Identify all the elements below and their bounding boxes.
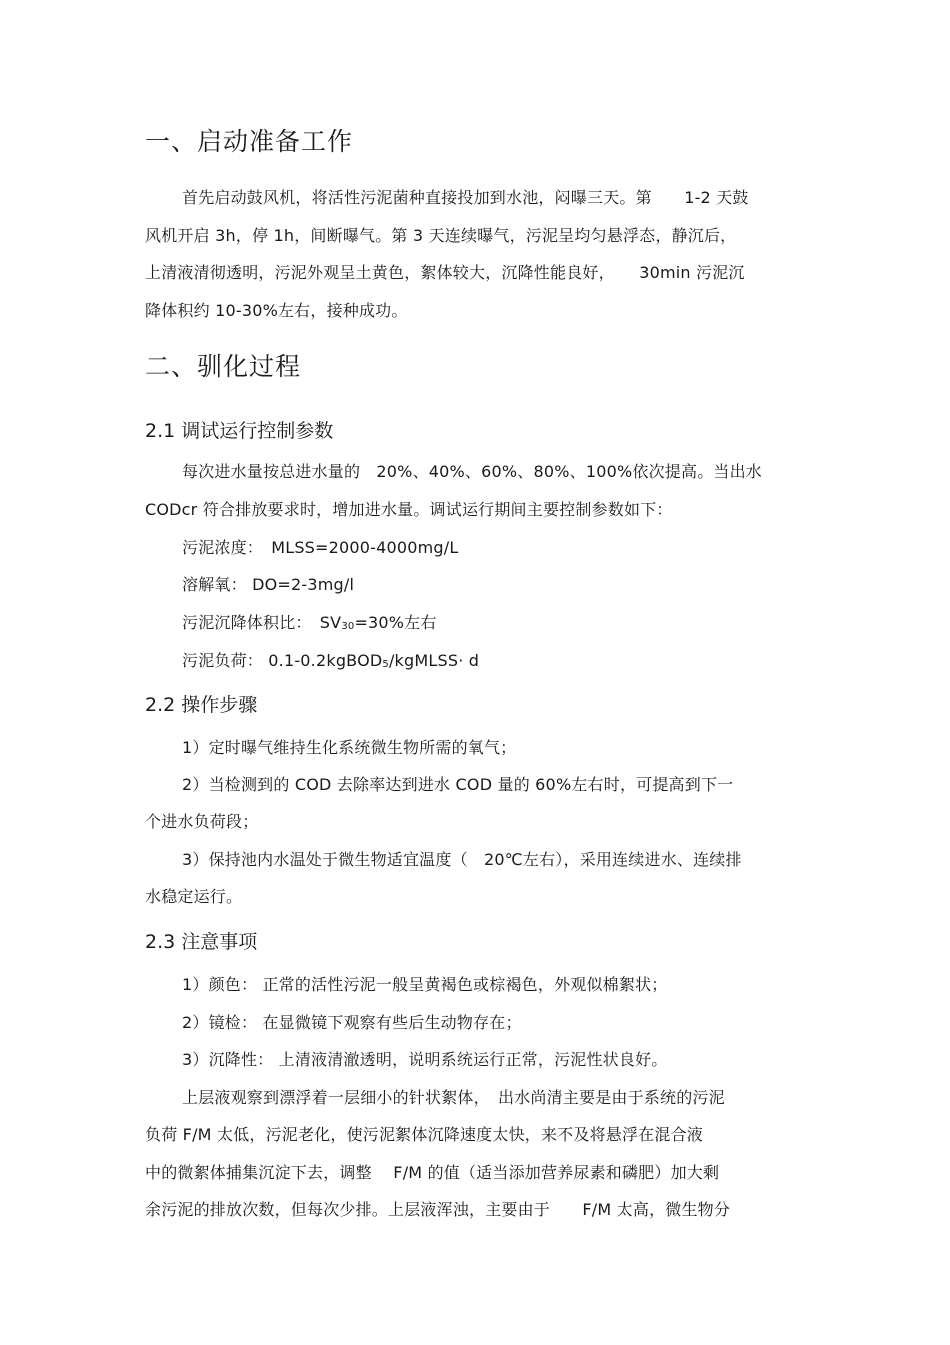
param-load-unit: /kgMLSS· d [388,651,480,670]
paragraph-line: CODcr 符合排放要求时，增加进水量。调试运行期间主要控制参数如下： [145,500,673,519]
paragraph-line: 降体积约 10-30%左右，接种成功。 [145,301,408,320]
param-sludge-load [182,650,479,675]
param-sv30-label: 污泥沉降体积比： SV [182,613,342,632]
paragraph-line: 上层液观察到漂浮着一层细小的针状絮体， 出水尚清主要是由于系统的污泥 [182,1088,725,1107]
param-do: 溶解氧： DO=2-3mg/l [182,575,355,594]
param-mlss: 污泥浓度： MLSS=2000-4000mg/L [182,538,459,557]
list-item: 2）镜检： 在显微镜下观察有些后生动物存在； [182,1013,522,1032]
param-sv30 [182,612,437,637]
paragraph-line: 风机开启 3h，停 1h，间断曝气。第 3 天连续曝气，污泥呈均匀悬浮态，静沉后， [145,226,737,245]
param-sv30-subscript: 30 [341,621,355,632]
param-load-subscript: 5 [382,659,389,670]
list-item: 2）当检测到的 COD 去除率达到进水 COD 量的 60%左右时，可提高到下一 [182,775,734,794]
paragraph-line: 上清液清彻透明，污泥外观呈土黄色，絮体较大，沉降性能良好， 30min 污泥沉 [145,263,745,282]
list-item-continued: 个进水负荷段； [145,812,259,831]
list-item: 1）颜色： 正常的活性污泥一般呈黄褐色或棕褐色，外观似棉絮状； [182,975,668,994]
paragraph-line: 首先启动鼓风机，将活性污泥菌种直接投加到水池，闷曝三天。第 1-2 天鼓 [182,188,749,207]
section-heading-startup: 一、启动准备工作 [145,127,354,156]
list-item-continued: 水稳定运行。 [145,887,243,906]
subsection-heading-notes: 2.3 注意事项 [145,931,258,953]
paragraph-line: 负荷 F/M 太低，污泥老化，使污泥絮体沉降速度太快，来不及将悬浮在混合液 [145,1125,703,1144]
list-item: 3）保持池内水温处于微生物适宜温度（ 20℃左右），采用连续进水、连续排 [182,850,742,869]
subsection-heading-steps: 2.2 操作步骤 [145,694,258,716]
paragraph-line: 中的微絮体捕集沉淀下去，调整 F/M 的值（适当添加营养尿素和磷肥）加大剩 [145,1163,720,1182]
subsection-heading-parameters: 2.1 调试运行控制参数 [145,420,334,442]
list-item: 1）定时曝气维持生化系统微生物所需的氧气； [182,738,517,757]
section-heading-acclimation: 二、驯化过程 [145,352,302,381]
list-item: 3）沉降性： 上清液清澈透明，说明系统运行正常，污泥性状良好。 [182,1050,668,1069]
param-sv30-value: =30%左右 [354,613,437,632]
paragraph-line: 每次进水量按总进水量的 20%、40%、60%、80%、100%依次提高。当出水 [182,462,762,481]
paragraph-line: 余污泥的排放次数，但每次少排。上层液浑浊，主要由于 F/M 太高，微生物分 [145,1200,731,1219]
param-load-label: 污泥负荷： 0.1-0.2kgBOD [182,651,383,670]
